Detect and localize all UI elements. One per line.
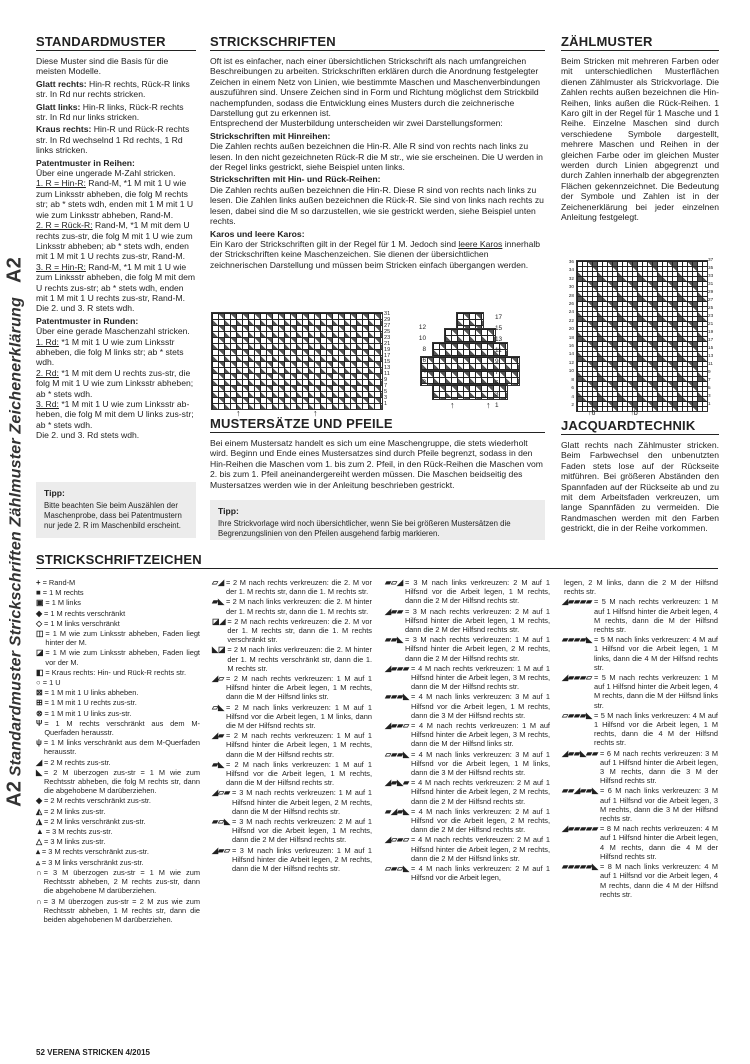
stitch-symbol-icon: ◪ — [36, 648, 44, 658]
legend-col1-item — [36, 827, 200, 836]
legend-col1-item — [36, 807, 200, 816]
legend-col2-item — [212, 731, 372, 759]
legend-column-3 — [385, 578, 550, 884]
row-number: 27 — [384, 323, 391, 329]
stitch-symbol-icon: ψ — [36, 738, 42, 748]
row-number: 11 — [495, 347, 502, 354]
stitch-symbol-icon: ▰▱◢ — [385, 578, 403, 587]
stitch-description: = Rand-M — [42, 578, 76, 587]
stitch-symbol-icon: ▱▰▱◣ — [385, 864, 409, 874]
stitch-symbol-icon: ▰▰▰▰◣ — [562, 635, 592, 645]
row-number: 26 — [568, 301, 574, 307]
stitch-symbol-icon: ■ — [36, 588, 41, 598]
legend-col3-item — [385, 607, 550, 635]
row-number: 30 — [568, 284, 574, 290]
stitch-symbol-icon: ◢ — [36, 757, 42, 767]
stitch-symbol-icon: ◢▰▱ — [212, 845, 230, 855]
row-number: 29 — [708, 289, 714, 294]
stitch-description: = 4 M nach links verkreuzen: 2 M auf 1 Hilfsnd vor die Arbeit legen, — [411, 864, 550, 883]
stitch-description: = 3 M links zus-str. — [44, 837, 106, 847]
stitch-symbol-icon: ◮ — [36, 816, 42, 826]
stitch-description: = 3 M überzogen zus-str = 1 M wie zum Rechtsstr abheben, 2 M rechts zus-str, dann die abgehobene M darüberziehen. — [43, 867, 200, 896]
standard-intro: Diese Muster sind die Basis für die meisten Modelle. — [36, 56, 169, 77]
legend-col1-item — [36, 758, 200, 767]
legend-col2-item — [212, 617, 372, 645]
legend-column-1 — [36, 578, 200, 925]
legend-col4-item — [562, 862, 718, 899]
stitch-symbol-icon: ∩ — [36, 896, 42, 906]
stitch-description: = 2 M nach links verkreuzen: 1 M auf 1 Hilfsnd vor die Arbeit legen, 1 M links, dann die M der Hilfsnd rechts str. — [226, 702, 372, 731]
stitch-description: = 2 M nach rechts verkreuzen: die 2. M vor der 1. M rechts str, dann die 1. M rechts verschränkt str. — [227, 616, 372, 645]
stitch-description: = 6 M nach rechts verkreuzen: 3 M auf 1 Hilfsnd hinter die Arbeit legen, 3 M rechts, dann die 3 M der Hilfsnd rechts str. — [599, 748, 718, 786]
row-number: 13 — [708, 353, 714, 358]
legend-col2-item — [212, 597, 372, 615]
legend-col2-item — [212, 846, 372, 874]
row-number: 7 — [708, 377, 711, 382]
standard-body: Diese Muster sind die Basis für die meisten Modelle. Glatt rechts: Hin-R rechts, Rück-R links str. In Rd nur rechts stricken. Glatt links: Hin-R links, Rück-R rechts str. In Rd nur links stricken. Kraus rechts: Hin-R und Rück-R rechts str. In Rd wechselnd 1 Rd rechts, 1 Rd links stricken. Patentmuster in Reihen: Über eine ungerade M-Zahl stricken. 1. R = Hin-R: Rand-M, *1 M mit 1 U wie zum Linksstr abheben, die folg M rechts str; ab * stets wdh, enden mit 1 M mit 1 U wie zum Linksstr abheben, Rand-M. 2. R = Rück-R: Rand-M, *1 M mit dem U rechts zus-str, die folg M mit 1 U wie zum Linksstr abheben; ab * stets wdh, enden mit 1 M mit 1 U rechts zus-str, Rand-M. 3. R = Hin-R: Rand-M, *1 M mit 1 U wie zum Linksstr abheben, die folg M mit dem U rechts zus-str; ab * stets wdh, enden mit 1 M mit 1 U rechts zus-str, Rand-M. Die 2. und 3. R stets wdh. Patentmuster in Runden: Über eine gerade Maschenzahl stricken. 1. Rd: *1 M mit 1 U wie zum Linksstr abheben, die folg M links str; ab * stets wdh. 2. Rd: *1 M mit dem U rechts zus-str, die folg M mit 1 U wie zum Linksstr abheben; ab * stets wdh. 3. Rd: *1 M mit 1 U wie zum Linksstr ab-heben, die folg M mit dem U links zus-str; ab * stets wdh. Die 2. und 3. Rd stets wdh. — [36, 56, 196, 441]
stitch-description: = 2 M nach links verkreuzen: die 2. M hinter der 1. M rechts str, dann die 1. M rechts str. — [226, 597, 372, 616]
stitch-description: = 1 M mit 1 U rechts zus-str. — [44, 698, 137, 708]
stitch-description: = 2 M nach links verkreuzen: die 2. M hinter der 1. M rechts verschränkt str, dann die 1. M rechts str. — [227, 645, 372, 673]
legend-col3-item — [385, 692, 550, 720]
row-number: 19 — [708, 329, 714, 334]
stitch-symbol-icon: ○ — [36, 678, 41, 688]
legend-col1-item — [36, 588, 200, 597]
legend-col1-item — [36, 719, 200, 737]
legend-col1-item — [36, 688, 200, 697]
row-number: 4 — [422, 368, 426, 375]
row-number: 33 — [708, 273, 714, 278]
legend-col1-item — [36, 768, 200, 796]
stitch-symbol-icon: ▰▰◢▰▰◣ — [562, 786, 598, 796]
stitch-symbol-icon: ◆ — [36, 796, 42, 806]
row-number: 3 — [708, 393, 711, 398]
row-number: 15 — [495, 325, 503, 332]
row-number: 7 — [384, 383, 388, 389]
stitch-description: = 2 M links zus-str. — [44, 806, 106, 816]
zaehlmuster-chart — [576, 260, 708, 412]
row-number: 34 — [568, 267, 574, 273]
chart-right-row-numbers-left — [410, 322, 426, 388]
row-number: 8 — [422, 346, 426, 353]
stitch-description: = 1 M wie zum Linksstr abheben, Faden liegt hinter der M. — [45, 629, 200, 648]
legend-col1-item — [36, 858, 200, 867]
row-number: 37 — [708, 257, 714, 262]
row-number: 21 — [384, 341, 391, 347]
row-number: 13 — [384, 365, 391, 371]
row-number: 9 — [708, 369, 711, 374]
row-number: 22 — [568, 317, 574, 323]
stitch-symbol-icon: Ψ — [36, 718, 43, 728]
stitch-description: = 3 M nach links verkreuzen: 2 M auf 1 Hilfsnd vor die Arbeit legen, 1 M rechts, dann die 2 M der Hilfsnd rechts str. — [405, 578, 550, 606]
legend-col4-item — [562, 786, 718, 823]
row-number: 9 — [384, 377, 388, 383]
legend-col1-item — [36, 598, 200, 607]
stitch-symbol-icon: ▲ — [36, 827, 44, 837]
standard-tip: Tipp: Bitte beachten Sie beim Auszählen der Maschenprobe, dass bei Patentmustern nur jede 2. R im Maschenbild erscheint. — [36, 482, 196, 538]
legend-col2-item — [212, 578, 372, 596]
legend-col1-item — [36, 796, 200, 805]
legend-column-4 — [562, 578, 718, 900]
zaehl-bottom-labels: ↑6 ↑b — [588, 410, 638, 417]
legend-col1-item — [36, 668, 200, 677]
row-number: 17 — [495, 314, 503, 321]
stitch-symbol-icon: ▰▱◣ — [212, 817, 230, 827]
stitch-description: = 1 M mit 1 U links abheben. — [44, 688, 139, 698]
stitch-symbol-icon: ◢▱▰▱ — [385, 835, 409, 845]
stitch-symbol-icon: ◣◪ — [212, 645, 226, 655]
row-number: 17 — [708, 337, 714, 342]
row-number: 14 — [568, 351, 574, 357]
row-number: 2 — [422, 379, 426, 386]
stitch-description: = 1 M rechts — [42, 588, 84, 598]
row-number: 11 — [384, 371, 390, 377]
row-number: 6 — [422, 357, 426, 364]
row-number: 13 — [495, 336, 503, 343]
row-number: 21 — [708, 321, 714, 326]
jacquard-title: JACQUARDTECHNIK — [561, 418, 719, 435]
stitch-symbol-icon: ▰◣ — [212, 597, 224, 607]
strickschriften-title: STRICKSCHRIFTEN — [210, 34, 545, 51]
legend-column-2 — [212, 578, 372, 874]
stitch-symbol-icon: ◢▰▰▱ — [385, 721, 409, 731]
legend-col3-item — [385, 635, 550, 663]
row-number: 15 — [708, 345, 714, 350]
row-number: 6 — [571, 385, 574, 391]
legend-col2-item — [212, 788, 372, 816]
stitch-description: = 3 M rechts verschränkt zus-str. — [41, 847, 149, 857]
mustersaetze-section: MUSTERSÄTZE UND PFEILE Bei einem Mustersatz handelt es sich um eine Maschengruppe, die stets wiederholt wird. Beginn und Ende eines Mustersatzes sind durch Pfeile begrenzt, sodass in den Hin-Reihen die Maschen vom 1. bis zum 2. Pfeil, in den Rück-Reihen die Maschen vom 2. bis zum 1. Pfeil aneinandergereiht werden müssen. Die Maschen beidseitig des Mustersatzes werden wie in der Anleitung beschrieben gestrickt. — [210, 416, 545, 490]
row-number: 25 — [708, 305, 714, 310]
row-number: 1 — [708, 401, 711, 406]
legend-col3-item — [385, 750, 550, 778]
legend-col1-item — [36, 738, 200, 756]
row-number: 3 — [495, 391, 499, 398]
zaehlmuster-title: ZÄHLMUSTER — [561, 34, 719, 51]
stitch-symbol-icon: ◣ — [36, 767, 42, 777]
stitch-symbol-icon: ▰▰▰▰▰◣ — [562, 862, 598, 872]
stitch-description: = 5 M nach links verkreuzen: 4 M auf 1 Hilfsnd vor die Arbeit legen, 1 M rechts, dann die 4 M der Hilfsnd rechts str. — [593, 710, 718, 748]
strickschriften-section: STRICKSCHRIFTEN Oft ist es einfacher, nach einer übersichtlichen Strickschrift als nach umfangreichen Beschreibungen zu arbeiten. Strickschriften erklären durch die Anordnung festgelegter Zeichen in einem Netz von Linien, wie bestimmte Maschen und Maschenverbindungen auszuführen sind. Unsere Zeichen sind in Form und Richtung möglichst dem Strickbild nachempfunden, sodass die Entwicklung eines Musters durch die zeichnerische Darstellung gut zu erkennen ist. Entsprechend der Musterbildung unterscheiden wir zwei Darstellungsformen: Strickschriften mit Hinreihen: Die Zahlen rechts außen bezeichnen die Hin-R. Alle R sind von rechts nach links zu lesen. In den nicht gezeichneten Rück-R die M str., wie sie erscheinen. Die U werden in der Regel links gestrickt, siehe Beispiel unten links. Strickschriften mit Hin- und Rück-Reihen: Die Zahlen rechts außen bezeichnen die Hin-R. Diese R sind von rechts nach links zu lesen. Die Zahlen links außen bezeichnen die Rück-R. Sie sind von links nach rechts zu lesen, dabei sind die M so darzustellen, wie sie gestrickt werden, siehe Beispiel unten rechts. Karos und leere Karos: Ein Karo der Strickschriften gilt in der Regel für 1 M. Jedoch sind leere Karos innerhalb der Strickschriften keine Maschenzeichen. Sie dienen der übersichtlichen zeichnerischen Darstellung und müssen beim Stricken einfach übergangen werden. — [210, 34, 544, 270]
legend-col1-item — [36, 619, 200, 628]
row-number: 27 — [708, 297, 714, 302]
row-number: 31 — [708, 281, 714, 286]
stitch-symbol-icon: ∩ — [36, 867, 42, 877]
stitch-symbol-icon: ▰▰▰◣ — [385, 692, 409, 702]
legend-col4-item — [562, 597, 718, 634]
row-number: 23 — [708, 313, 714, 318]
stitch-symbol-icon: ▵ — [36, 857, 40, 867]
example-chart-right: ↑ ↑ — [410, 312, 548, 412]
section-badge: A2 — [3, 780, 26, 807]
zeichen-section — [36, 552, 718, 569]
standard-title: STANDARDMUSTER — [36, 34, 196, 51]
section-badge-2: A2 — [3, 257, 26, 284]
legend-col4-item — [562, 711, 718, 748]
zaehl-rows-right — [708, 256, 720, 408]
stitch-symbol-icon: ◇ — [36, 618, 42, 628]
row-number: 24 — [568, 309, 574, 315]
stitch-symbol-icon: ▱▰▰◣ — [385, 749, 409, 759]
row-number: 25 — [384, 329, 391, 335]
row-number: 5 — [708, 385, 711, 390]
stitch-description: = 3 M nach rechts verkreuzen: 2 M auf 1 Hilfsnd hinter die Arbeit legen, 1 M rechts, dann die 2 M der Hilfsnd rechts str. — [405, 606, 550, 635]
legend-col1-item — [36, 897, 200, 925]
legend-col2-item — [212, 703, 372, 731]
stitch-description: = 5 M nach rechts verkreuzen: 1 M auf 1 Hilfsnd hinter die Arbeit legen, 4 M rechts, dann die M der Hilfsnd rechts str. — [593, 597, 718, 635]
stitch-symbol-icon: ◧ — [36, 667, 44, 677]
row-number: 12 — [568, 359, 574, 365]
legend-col4-item — [562, 673, 718, 710]
legend-col1-item — [36, 648, 200, 666]
stitch-symbol-icon: ▱◢ — [212, 578, 224, 587]
legend-col1-item — [36, 698, 200, 707]
stitch-description: = 1 M links verschränkt aus dem M-Querfaden herausstr. — [43, 738, 200, 757]
stitch-symbol-icon: ◢▱ — [212, 674, 224, 684]
stitch-symbol-icon: ◢▰▰▰ — [385, 663, 409, 673]
row-number: 3 — [384, 395, 388, 401]
stitch-description: = 4 M nach rechts verkreuzen: 2 M auf 1 Hilfsnd hinter die Arbeit legen, 2 M rechts, dann die 2 M der Hilfsnd rechts str. — [411, 778, 550, 806]
example-chart-left — [211, 312, 383, 410]
zaehlmuster-text: Beim Stricken mit mehreren Farben oder mit unterschiedlichen Musterflächen dienen Zählmuster als Strickvorlage. Die Zahlen rechts außen bezeichnen die Hin-Reihen, links außen die Rück-Reihen. 1 Karo gilt in der Regel für 1 Masche und 1 Reihe. Einzelne Maschen sind durch verschiedene Symbole dargestellt, mehrere Maschen und Reihen in der gleichen Farbe oder im gleichen Muster werden durch Linien abgegrenzt und durch Zahlen innerhalb der abgegrenzten Flächen gekennzeichnet. Die Bedeutung der Symbole und Zahlen ist in der Zeichenerklärung bei jeder einzelnen Anleitung festgelegt. — [561, 56, 719, 223]
legend-col1-item — [36, 817, 200, 826]
stitch-symbol-icon: ◢▰ — [212, 731, 224, 741]
legend-col3-item — [385, 721, 550, 749]
standard-section — [36, 34, 196, 443]
row-number: 29 — [384, 317, 391, 323]
stitch-symbol-icon: ◢▰▰ — [385, 606, 403, 616]
stitch-description: = 2 M rechts zus-str. — [44, 757, 111, 767]
sidebar-text: Standardmuster Strickschriften Zählmuster Zeichenerklärung — [7, 296, 25, 777]
stitch-description: = 3 M rechts zus-str. — [45, 827, 113, 837]
stitch-symbol-icon: ▰▰◣ — [385, 635, 403, 645]
stitch-description: legen, 2 M links, dann die 2 M der Hilfsnd rechts str. — [564, 578, 718, 597]
row-number: 9 — [495, 358, 499, 365]
stitch-description: = 3 M nach rechts verkreuzen: 1 M auf 1 Hilfsnd hinter die Arbeit legen, 2 M rechts, dann die M der Hilfsnd rechts str. — [232, 788, 372, 816]
stitch-symbol-icon: ▰◣ — [212, 759, 224, 769]
zaehlmuster-section — [561, 34, 719, 223]
stitch-description: = 1 M rechts verschränkt — [44, 608, 126, 618]
legend-col4-item — [562, 749, 718, 786]
stitch-description: = 8 M nach links verkreuzen: 4 M auf 1 Hilfsnd vor die Arbeit legen, 4 M rechts, dann die 4 M der Hilfsnd rechts str. — [599, 862, 718, 899]
stitch-description: = 2 M überzogen zus-str = 1 M wie zum Rechtsstr abheben, die folg M rechts str, dann die abgehobene M darüberziehen. — [44, 767, 200, 796]
legend-col1-item — [36, 709, 200, 718]
row-number: 31 — [384, 311, 391, 317]
stitch-description: = 3 M nach rechts verkreuzen: 1 M auf 1 Hilfsnd hinter die Arbeit legen, 2 M rechts, dann die 2 M der Hilfsnd rechts str. — [405, 635, 550, 663]
row-number: 10 — [418, 335, 426, 342]
stitch-description: = 3 M links verschränkt zus-str. — [41, 857, 144, 867]
legend-col1-item — [36, 678, 200, 687]
stitch-symbol-icon: ◢▱▰ — [212, 788, 230, 798]
mustersaetze-title: MUSTERSÄTZE UND PFEILE — [210, 416, 545, 433]
stitch-symbol-icon: ▣ — [36, 598, 44, 608]
legend-col3-item — [385, 835, 550, 863]
row-number: 1 — [384, 401, 388, 407]
row-number: 19 — [384, 347, 391, 353]
row-number: 8 — [571, 376, 574, 382]
chart-right-row-numbers — [495, 312, 502, 411]
stitch-symbol-icon: ▱▰▰▰◣ — [562, 710, 592, 720]
stitch-description: = 2 M nach links verkreuzen: 1 M auf 1 Hilfsnd vor die Arbeit legen, 1 M rechts, dann die M der Hilfsnd rechts str. — [226, 759, 372, 788]
stitch-symbol-icon: ◪◢ — [212, 616, 226, 626]
legend-col4-item — [562, 824, 718, 861]
row-number: 23 — [384, 335, 391, 341]
stitch-symbol-icon: ◢▰◣▰ — [385, 778, 409, 788]
stitch-symbol-icon: ▱◣ — [212, 702, 224, 712]
stitch-symbol-icon: ▰◢▰◣ — [385, 806, 409, 816]
row-number: 35 — [708, 265, 714, 270]
stitch-description: = 5 M nach rechts verkreuzen: 1 M auf 1 Hilfsnd hinter die Arbeit legen, 4 M rechts, dann die M der Hilfsnd links str. — [593, 673, 718, 710]
row-number: 10 — [568, 368, 574, 374]
zeichen-title: STRICKSCHRIFTZEICHEN — [36, 552, 718, 569]
legend-col1-item — [36, 629, 200, 647]
stitch-description: = 4 M nach rechts verkreuzen: 1 M auf 1 Hilfsnd hinter die Arbeit legen, 3 M rechts, dann die M der Hilfsnd rechts str. — [411, 663, 550, 692]
stitch-symbol-icon: △ — [36, 837, 42, 847]
legend-col4-item — [562, 578, 718, 596]
legend-col3-item — [385, 864, 550, 882]
sidebar — [0, 0, 30, 1064]
stitch-symbol-icon: ◆ — [36, 608, 42, 618]
chart-left-row-numbers — [384, 311, 398, 407]
stitch-description: = 3 M nach rechts verkreuzen: 2 M auf 1 Hilfsnd vor die Arbeit legen, 1 M rechts, dann die 2 M der Hilfsnd rechts str. — [232, 817, 372, 845]
row-number: 2 — [571, 401, 574, 407]
stitch-description: = 2 M nach rechts verkreuzen: die 2. M vor der 1. M rechts str, dann die 1. M rechts str. — [226, 578, 372, 597]
stitch-symbol-icon: ◢▰▰▰▱ — [562, 673, 592, 683]
row-number: 7 — [495, 369, 499, 376]
stitch-description: = 3 M nach links verkreuzen: 1 M auf 1 Hilfsnd hinter die Arbeit legen, 2 M rechts, dann die M der Hilfsnd rechts str. — [232, 845, 372, 874]
legend-col3-item — [385, 578, 550, 606]
stitch-description: = 4 M nach links verkreuzen: 2 M auf 1 Hilfsnd vor die Arbeit legen, 2 M rechts, dann die 2 M der Hilfsnd rechts str. — [411, 806, 550, 835]
row-number: 12 — [418, 324, 426, 331]
stitch-description: = 1 M links — [45, 598, 81, 608]
zaehl-rows-left — [562, 258, 574, 409]
stitch-description: = 6 M nach links verkreuzen: 3 M auf 1 Hilfsnd vor die Arbeit legen, 3 M rechts, dann die 3 M der Hilfsnd rechts str. — [599, 786, 718, 824]
stitch-description: = 8 M nach rechts verkreuzen: 4 M auf 1 Hilfsnd hinter die Arbeit legen, 4 M rechts, dann die 4 M der Hilfsnd rechts str. — [599, 824, 718, 861]
legend-col2-item — [212, 674, 372, 702]
chart-left-arrows: ↑ ↑ — [236, 408, 318, 418]
row-number: 5 — [384, 389, 388, 395]
stitch-symbol-icon: ◭ — [36, 806, 42, 816]
stitch-description: = 2 M nach rechts verkreuzen: 1 M auf 1 Hilfsnd hinter die Arbeit legen, 1 M rechts, dann die M der Hilfsnd links str. — [226, 674, 372, 702]
stitch-description: = 1 U — [42, 678, 61, 688]
stitch-description: = 4 M nach rechts verkreuzen: 2 M auf 1 Hilfsnd hinter die Arbeit legen, 2 M rechts, dann die 2 M der Hilfsnd links str. — [411, 835, 550, 863]
stitch-symbol-icon: ◢▰▰▰▰▰ — [562, 824, 598, 834]
legend-col2-item — [212, 760, 372, 788]
stitch-description: = 4 M nach links verkreuzen: 3 M auf 1 Hilfsnd vor die Arbeit legen, 1 M links, dann die 3 M der Hilfsnd rechts str. — [411, 749, 550, 778]
stitch-symbol-icon: ⊠ — [36, 688, 43, 698]
legend-col1-item — [36, 837, 200, 846]
stitch-description: = 4 M nach rechts verkreuzen: 1 M auf Hilfsnd hinter die Arbeit legen, 3 M rechts, dann die M der Hilfsnd links str. — [411, 721, 550, 749]
row-number: 5 — [495, 380, 499, 387]
row-number: 15 — [384, 359, 391, 365]
stitch-description: = 2 M nach rechts verkreuzen: 1 M auf 1 Hilfsnd hinter die Arbeit legen, 1 M rechts, dann die M der Hilfsnd rechts str. — [226, 731, 372, 759]
stitch-symbol-icon: + — [36, 578, 41, 587]
row-number: 18 — [568, 334, 574, 340]
jacquard-section: JACQUARDTECHNIK Glatt rechts nach Zählmuster stricken. Beim Farbwechsel den unbenutzten Faden stets lose auf der Rückseite mitführen. Bei größeren Abständen den Spannfaden auf der Rückseite ab und zu mit dem Arbeitsfaden verkreuzen, um lange Spannfäden zu vermeiden. Die Randmaschen werden mit den Farben gestrickt, die in der Reihe vorkommen. — [561, 418, 719, 534]
legend-col3-item — [385, 807, 550, 835]
row-number: 11 — [708, 361, 713, 366]
legend-col1-item — [36, 868, 200, 896]
sidebar-label — [4, 257, 27, 807]
legend-col1-item — [36, 847, 200, 856]
legend-col1-item — [36, 578, 200, 587]
legend-col4-item — [562, 635, 718, 672]
muster-tip: Tipp: Ihre Strickvorlage wird noch übersichtlicher, wenn Sie bei größeren Mustersätzen die Begrenzungslinien von den Pfeilen ausgehend farbig markieren. — [210, 500, 545, 540]
stitch-description: = 5 M nach links verkreuzen: 4 M auf 1 Hilfsnd vor die Arbeit legen, 1 M links, dann die 4 M der Hilfsnd rechts str. — [593, 635, 718, 672]
stitch-symbol-icon: ⊞ — [36, 698, 43, 708]
row-number: 16 — [568, 343, 574, 349]
stitch-description: = 2 M links verschränkt zus-str. — [44, 816, 146, 826]
row-number: 36 — [568, 259, 574, 264]
stitch-symbol-icon: ◢▰▰◣▰▰ — [562, 748, 598, 758]
row-number: 32 — [568, 275, 574, 281]
row-number: 4 — [571, 393, 574, 399]
legend-col3-item — [385, 778, 550, 806]
row-number: 1 — [495, 402, 499, 409]
row-number: 17 — [384, 353, 391, 359]
stitch-description: = 2 M rechts verschränkt zus-str. — [44, 796, 151, 806]
stitch-description: = 1 M mit 1 U links zus-str. — [44, 708, 132, 718]
stitch-description: = 1 M wie zum Linksstr abheben, Faden liegt vor der M. — [45, 648, 200, 667]
stitch-symbol-icon: ◢▰▰▰▰ — [562, 597, 592, 607]
legend-col2-item — [212, 645, 372, 673]
stitch-description: = Kraus rechts: Hin- und Rück-R rechts str. — [45, 667, 187, 677]
stitch-symbol-icon: ▴ — [36, 847, 40, 857]
legend-col2-item — [212, 817, 372, 845]
row-number: 20 — [568, 326, 574, 332]
stitch-symbol-icon: ⊗ — [36, 708, 43, 718]
row-number: 28 — [568, 292, 574, 298]
stitch-description: = 1 M rechts verschränkt aus dem M-Querfaden herausstr. — [44, 718, 200, 738]
legend-col3-item — [385, 664, 550, 692]
stitch-description: = 1 M links verschränkt — [44, 618, 120, 628]
stitch-description: = 4 M nach links verkreuzen: 3 M auf 1 Hilfsnd vor die Arbeit legen, 1 M rechts, dann die 3 M der Hilfsnd rechts str. — [411, 692, 550, 720]
page-footer: 52 VERENA STRICKEN 4/2015 — [36, 1048, 150, 1057]
stitch-description: = 3 M überzogen zus-str = 2 M zus wie zum Rechtsstr abheben, 1 M rechts str, dann die beiden abgehobenen M darüberziehen. — [43, 896, 200, 924]
stitch-symbol-icon: ◫ — [36, 629, 44, 639]
legend-col1-item — [36, 609, 200, 618]
